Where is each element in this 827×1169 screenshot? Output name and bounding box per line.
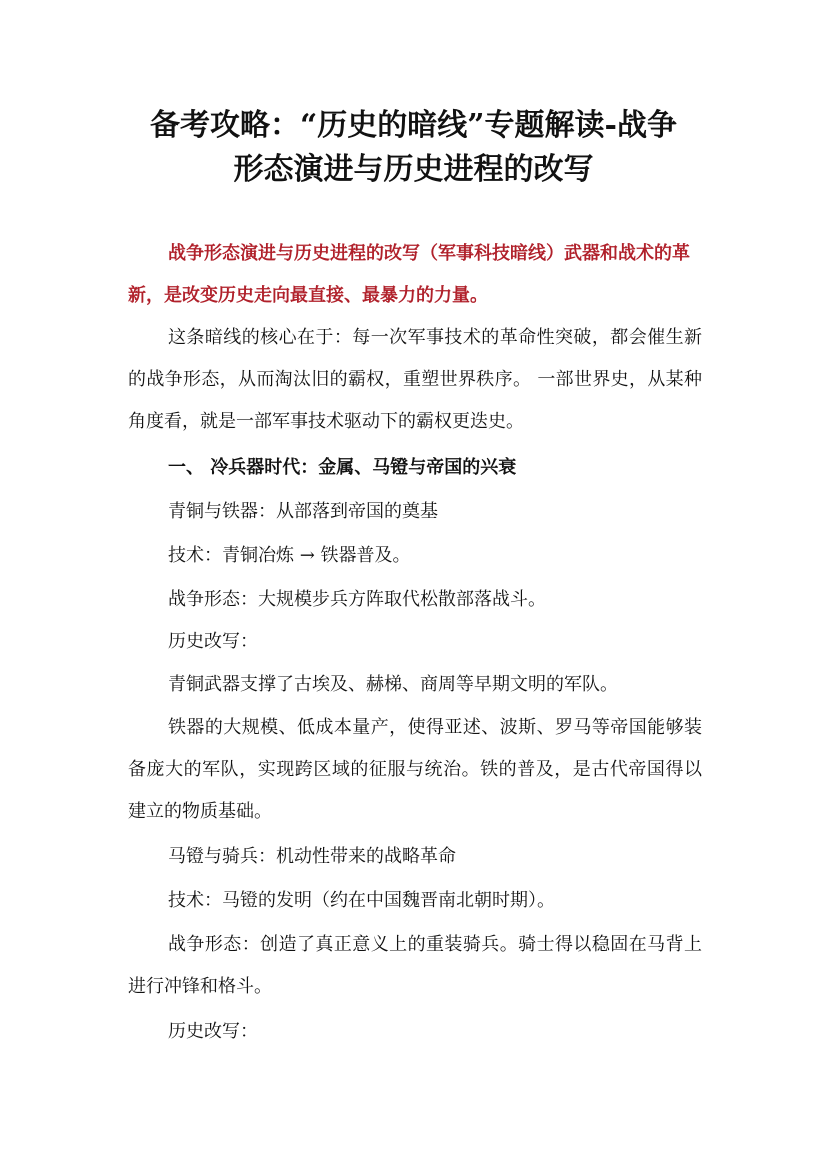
- subsection-title-bronze-iron: 青铜与铁器：从部落到帝国的奠基: [168, 501, 438, 522]
- stirrup-war-form-paragraph: 战争形态：创造了真正意义上的重装骑兵。骑士得以稳固在马背上进行冲锋和格斗。: [128, 934, 702, 997]
- history-rewrite-label: 历史改写：: [168, 631, 258, 652]
- history-rewrite-label: 历史改写：: [168, 1021, 258, 1042]
- document-title-line-2: 形态演进与历史进程的改写: [233, 152, 594, 187]
- document-title-line-1: 备考攻略：“历史的暗线”专题解读-战争: [150, 108, 677, 143]
- section-heading: 一、 冷兵器时代：金属、马镫与帝国的兴衰: [168, 457, 517, 478]
- bronze-rewrite-text: 青铜武器支撑了古埃及、赫梯、商周等早期文明的军队。: [168, 674, 618, 695]
- lead-paragraph: 战争形态演进与历史进程的改写（军事科技暗线）武器和战术的革新，是改变历史走向最直接、最暴力的力量。: [128, 243, 690, 306]
- iron-rewrite-paragraph: 铁器的大规模、低成本量产，使得亚述、波斯、罗马等帝国能够装备庞大的军队，实现跨区域的征服与统治。铁的普及，是古代帝国得以建立的物质基础。: [128, 717, 702, 822]
- bronze-iron-war-form: 战争形态：大规模步兵方阵取代松散部落战斗。: [168, 589, 546, 610]
- subsection-title-stirrup: 马镫与骑兵：机动性带来的战略革命: [168, 846, 456, 867]
- stirrup-tech: 技术：马镫的发明（约在中国魏晋南北朝时期）。: [168, 890, 555, 911]
- bronze-iron-tech: 技术：青铜冶炼 → 铁器普及。: [168, 545, 411, 566]
- intro-paragraph: 这条暗线的核心在于：每一次军事技术的革命性突破，都会催生新的战争形态，从而淘汰旧的霸权，重塑世界秩序。 一部世界史，从某种角度看，就是一部军事技术驱动下的霸权更迭史。: [128, 327, 702, 432]
